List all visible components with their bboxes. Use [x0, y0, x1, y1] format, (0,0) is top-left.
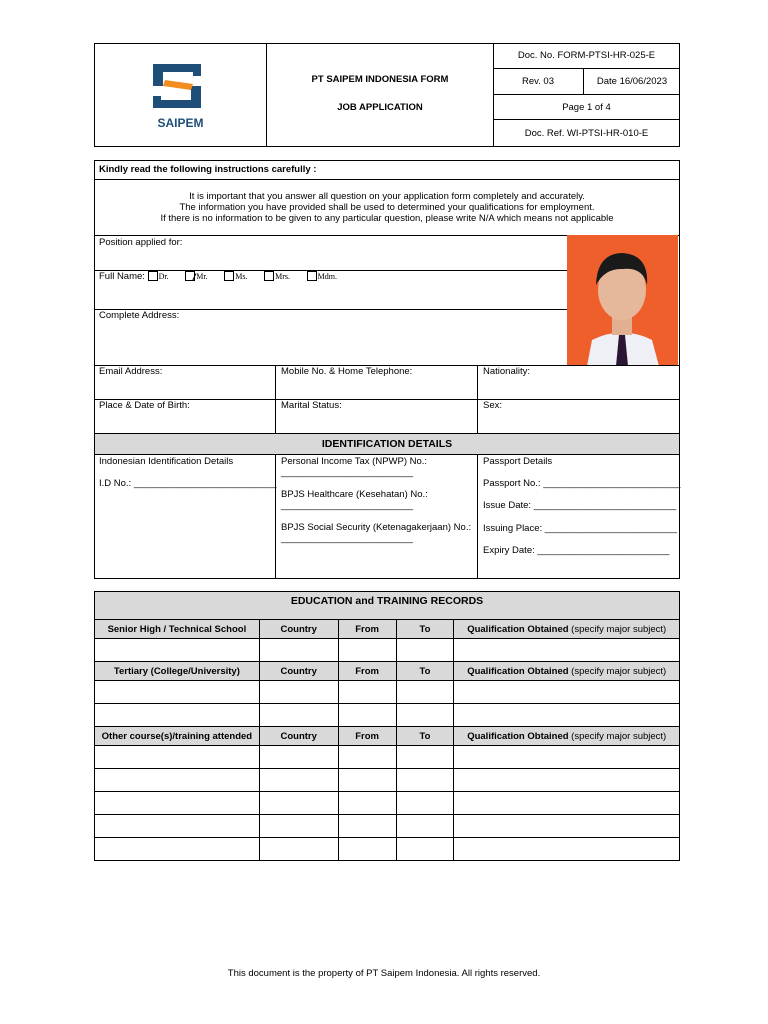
qualification-note: (specify major subject): [568, 665, 667, 677]
saipem-logo: [153, 64, 213, 108]
form-title: JOB APPLICATION: [337, 102, 423, 113]
title-ms-label: Ms.: [235, 271, 248, 281]
title-mdm-label: Mdm.: [317, 271, 337, 281]
qualification-bold: Qualification Obtained: [467, 623, 569, 635]
issue-date-field[interactable]: Issue Date: ___________________________: [483, 500, 677, 511]
qualification-note: (specify major subject): [568, 623, 667, 635]
full-name-label: Full Name:: [99, 271, 145, 282]
mobile-label: Mobile No. & Home Telephone:: [281, 366, 413, 377]
full-name-field[interactable]: [99, 271, 351, 282]
instructions-heading: Kindly read the following instructions carefully :: [94, 160, 680, 180]
logo-text: SAIPEM: [157, 116, 204, 130]
qualification-header: [454, 727, 680, 746]
title-mrs-checkbox[interactable]: [264, 271, 274, 281]
instruction-line-1: It is important that you answer all question on your application form completely and accurately.: [189, 191, 585, 202]
identification-title: IDENTIFICATION DETAILS: [95, 434, 679, 455]
date: Date 16/06/2023: [584, 69, 680, 95]
title-mr-label: Mr.: [196, 271, 208, 281]
col-divider: [477, 455, 478, 579]
sex-label: Sex:: [483, 400, 503, 411]
issuing-place-field[interactable]: Issuing Place: _________________________: [483, 523, 677, 534]
logo-cell: [94, 43, 267, 147]
from-header: From: [338, 662, 396, 681]
table-row[interactable]: [95, 704, 680, 727]
table-row[interactable]: [95, 639, 680, 662]
bpjs-health-field[interactable]: _________________________: [281, 500, 414, 511]
to-header: To: [396, 620, 454, 639]
doc-no: Doc. No. FORM-PTSI-HR-025-E: [493, 43, 680, 69]
email-label: Email Address:: [99, 366, 163, 377]
bpjs-social-field[interactable]: _________________________: [281, 533, 414, 544]
rev: Rev. 03: [493, 69, 584, 95]
instruction-line-3: If there is no information to be given to any particular question, please write N/A which means not applicable: [160, 213, 614, 224]
from-header: From: [338, 727, 396, 746]
address-label: Complete Address:: [99, 310, 180, 321]
table-row[interactable]: [95, 815, 680, 838]
position-label: Position applied for:: [99, 237, 183, 248]
education-title: EDUCATION and TRAINING RECORDS: [94, 591, 680, 620]
qualification-note: (specify major subject): [568, 730, 667, 742]
footer-text: This document is the property of PT Saipem Indonesia. All rights reserved.: [227, 968, 541, 979]
table-row[interactable]: [95, 746, 680, 769]
tertiary-header: Tertiary (College/University): [95, 662, 260, 681]
qualification-header: [454, 620, 680, 639]
title-ms-checkbox[interactable]: [224, 271, 234, 281]
to-header: To: [396, 662, 454, 681]
col-divider: [275, 455, 276, 579]
table-row[interactable]: [95, 838, 680, 861]
tertiary-header-row: [95, 662, 680, 681]
education-table: [94, 619, 680, 861]
qualification-header: [454, 662, 680, 681]
country-header: Country: [259, 620, 338, 639]
table-row[interactable]: [95, 681, 680, 704]
nationality-label: Nationality:: [483, 366, 530, 377]
country-header: Country: [259, 662, 338, 681]
bpjs-health-label: BPJS Healthcare (Kesehatan) No.:: [281, 489, 428, 500]
marital-label: Marital Status:: [281, 400, 342, 411]
other-header: Other course(s)/training attended: [95, 727, 260, 746]
other-header-row: [95, 727, 680, 746]
passport-no-field[interactable]: Passport No.: __________________________: [483, 478, 681, 489]
birth-label: Place & Date of Birth:: [99, 400, 190, 411]
title-mrs-label: Mrs.: [275, 271, 290, 281]
id-no-field[interactable]: I.D No.: ___________________________: [99, 478, 277, 489]
to-header: To: [396, 727, 454, 746]
doc-ref: Doc. Ref. WI-PTSI-HR-010-E: [524, 128, 649, 139]
table-row[interactable]: [95, 792, 680, 815]
from-header: From: [338, 620, 396, 639]
instruction-line-2: The information you have provided shall be used to determined your qualifications for employment.: [179, 202, 595, 213]
company-form-label: PT SAIPEM INDONESIA FORM: [311, 74, 449, 85]
title-mdm-checkbox[interactable]: [307, 271, 317, 281]
table-row[interactable]: [95, 769, 680, 792]
country-header: Country: [259, 727, 338, 746]
bpjs-social-label: BPJS Social Security (Ketenagakerjaan) No.:: [281, 522, 472, 533]
indonesian-id-label: Indonesian Identification Details: [99, 456, 234, 467]
title-mr-checkbox[interactable]: [185, 271, 195, 281]
title-dr-checkbox[interactable]: [148, 271, 158, 281]
senior-header: Senior High / Technical School: [95, 620, 260, 639]
qualification-bold: Qualification Obtained: [467, 665, 569, 677]
npwp-label: Personal Income Tax (NPWP) No.:: [281, 456, 428, 467]
passport-label: Passport Details: [483, 456, 553, 467]
senior-header-row: [95, 620, 680, 639]
page-number: Page 1 of 4: [493, 95, 680, 120]
expiry-date-field[interactable]: Expiry Date: _________________________: [483, 545, 670, 556]
title-dr-label: Dr.: [158, 271, 169, 281]
qualification-bold: Qualification Obtained: [467, 730, 569, 742]
applicant-photo: [567, 235, 678, 366]
npwp-field[interactable]: _________________________: [281, 467, 414, 478]
